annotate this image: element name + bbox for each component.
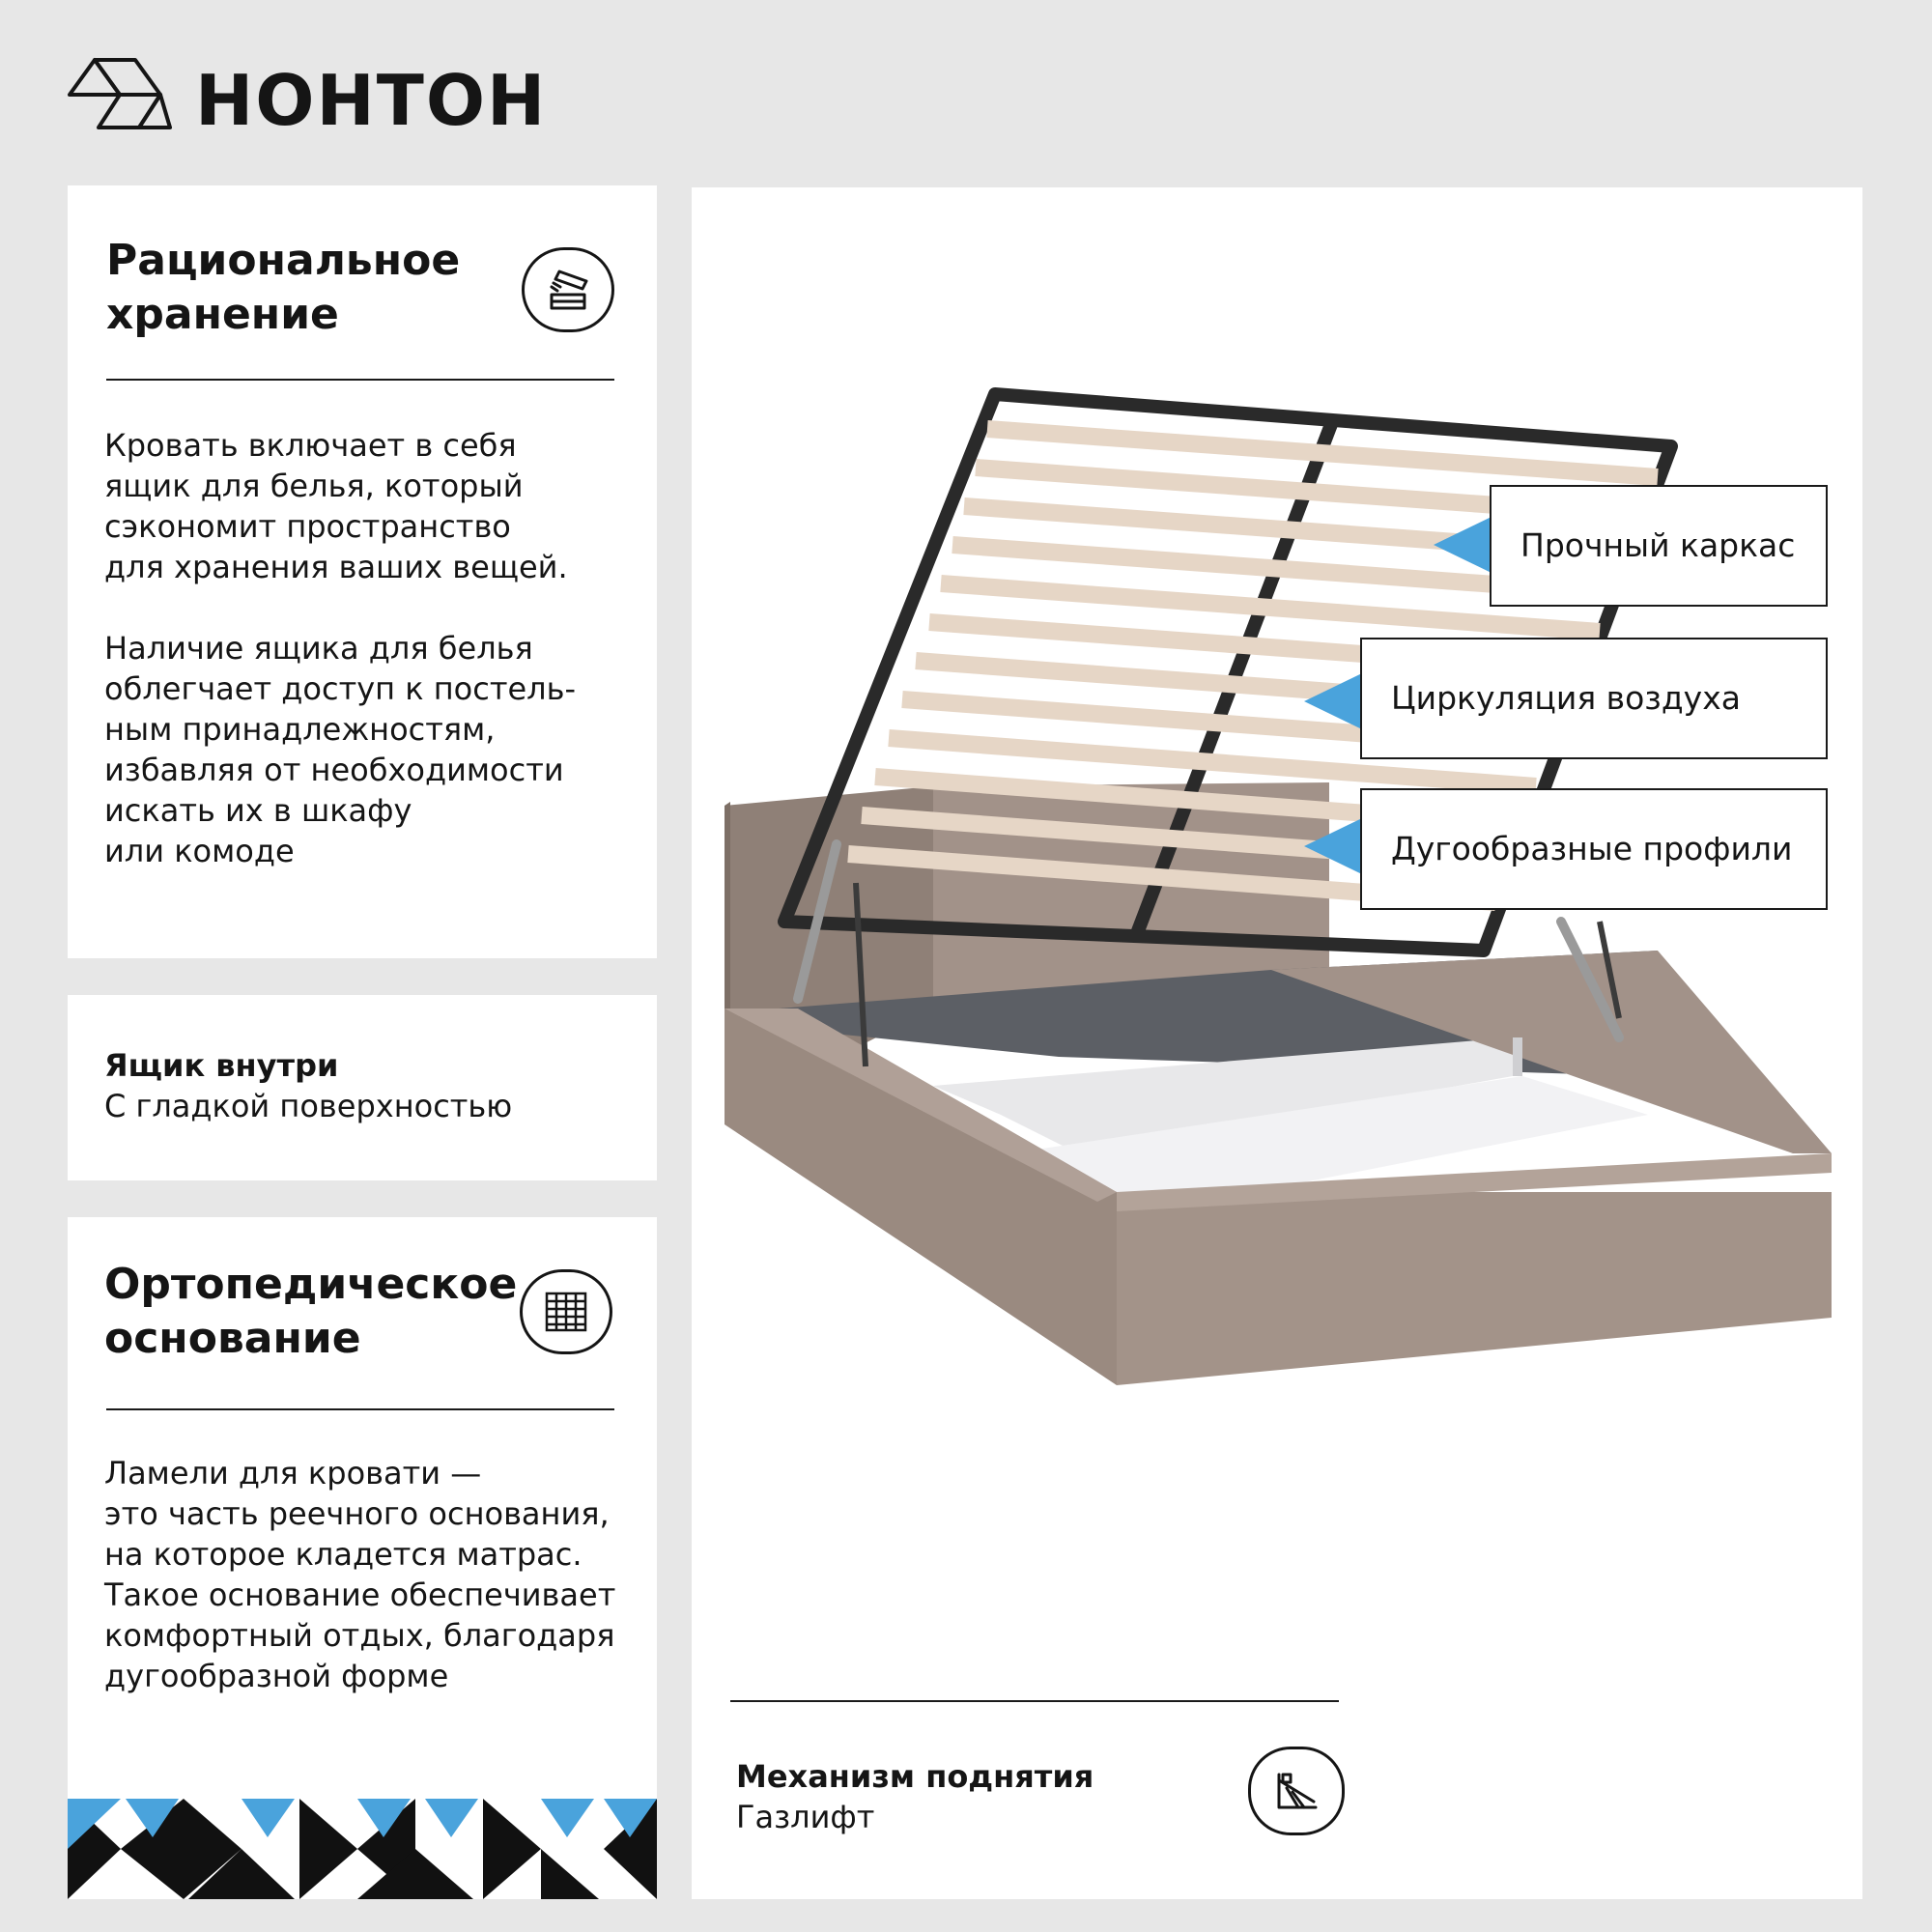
storage-divider: [106, 379, 614, 381]
orthopedic-paragraph: Ламели для кровати — это часть реечного основания, на которое кладется матрас. Такое основание обеспечивает комфортный отдых, благодаря дугообразной форме: [104, 1455, 616, 1694]
storage-paragraph-2: Наличие ящика для белья облегчает доступ к постель- ным принадлежностям, избавляя от необходимости искать их в шкафу или комоде: [104, 630, 577, 869]
triangle-pattern: [68, 1799, 657, 1899]
orthopedic-title-line1: Ортопедическое: [104, 1260, 518, 1309]
box-inside-text: С гладкой поверхностью: [104, 1088, 513, 1124]
mechanism-title: Механизм поднятия: [736, 1758, 1094, 1795]
callout-strong-frame: Прочный каркас: [1490, 485, 1828, 607]
box-inside-title: Ящик внутри: [104, 1047, 339, 1084]
brand-name: НОНТОН: [195, 60, 548, 141]
storage-paragraph-1: Кровать включает в себя ящик для белья, который сэкономит пространство для хранения ваших вещей.: [104, 427, 568, 585]
brand-logo-icon: [68, 56, 174, 133]
product-card: [692, 187, 1862, 1899]
storage-card: [68, 185, 657, 958]
mechanism-divider: [730, 1700, 1339, 1702]
callout-arrow-frame: [1434, 516, 1493, 574]
bed-illustration: [692, 187, 1862, 1385]
orthopedic-title-line2: основание: [104, 1314, 361, 1363]
gaslift-icon: [1248, 1747, 1345, 1835]
callout-air-circulation: Циркуляция воздуха: [1360, 638, 1828, 759]
orthopedic-divider: [106, 1408, 614, 1410]
storage-box-icon: [522, 247, 614, 332]
brand-logo[interactable]: [68, 56, 548, 143]
storage-title-line2: хранение: [106, 290, 339, 339]
callout-arrow-air: [1304, 672, 1364, 730]
callout-arched-profiles: Дугообразные профили: [1360, 788, 1828, 910]
box-inside-card: [68, 995, 657, 1180]
mechanism-text: Газлифт: [736, 1799, 875, 1835]
orthopedic-card: [68, 1217, 657, 1899]
callout-arrow-profiles: [1304, 817, 1364, 875]
storage-title-line1: Рациональное: [106, 236, 461, 285]
slats-icon: [520, 1269, 612, 1354]
